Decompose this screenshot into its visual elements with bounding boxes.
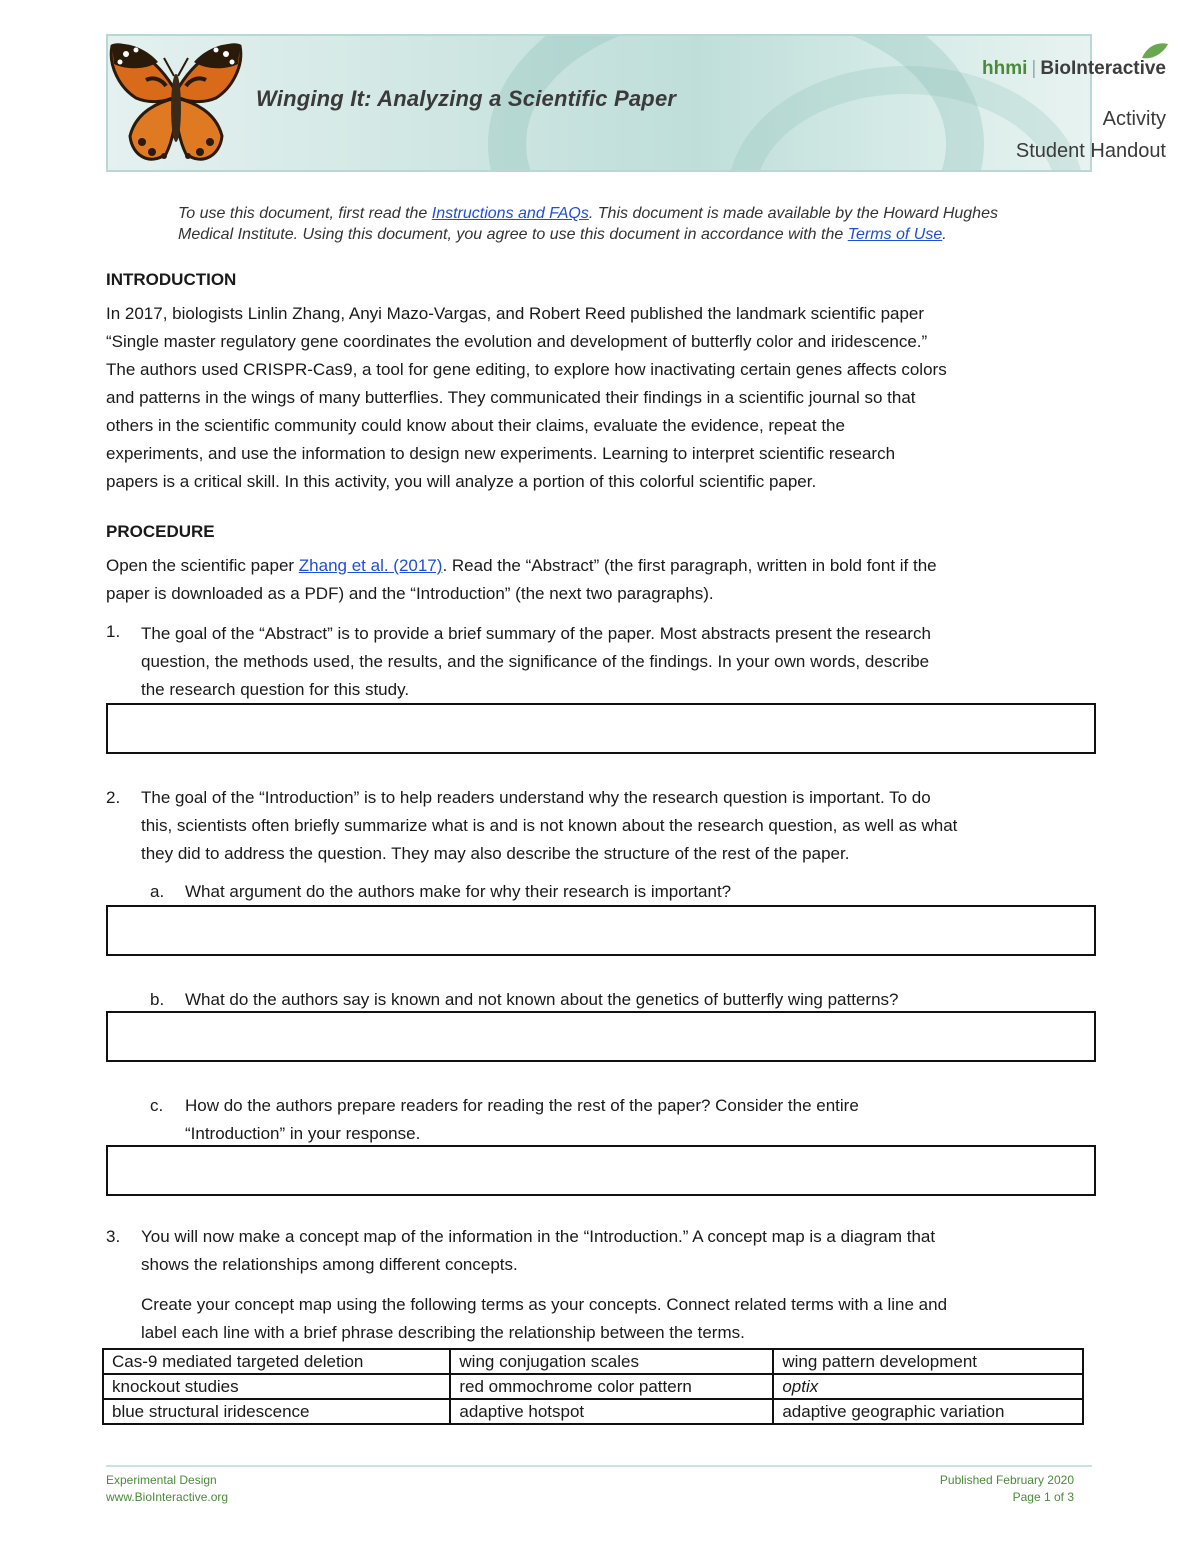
usage-notice-line1: To use this document, first read the Instructions and FAQs. This document is made available by the Howard Hughes [178, 205, 998, 222]
concept-terms-table [102, 1348, 1084, 1425]
table-cell: wing pattern development [773, 1349, 1083, 1374]
brand-hhmi: hhmi [982, 58, 1028, 79]
footer-published-date: Published February 2020 [939, 1473, 1074, 1487]
introduction-paragraph: In 2017, biologists Linlin Zhang, Anyi Mazo-Vargas, and Robert Reed published the landmark scientific paper “Single master regulatory gene coordinates the evolution and development of butterfly color and iridescence.” The authors used CRISPR-Cas9, a tool for gene editing, to explore how inactivating certain genes affects colors and patterns in the wings of many butterflies. They communicated their findings in a scientific journal so that others in the scientific community could know about their claims, evaluate the evidence, repeat the experiments, and use the information to design new experiments. Learning to interpret scientific research papers is a critical skill. In this activity, you will analyze a portion of this colorful scientific paper. [106, 304, 947, 491]
table-row [103, 1399, 1083, 1424]
introduction-heading: INTRODUCTION [106, 270, 237, 289]
question-1-number: 1. [106, 622, 121, 641]
question-2a-label: a. [150, 882, 165, 901]
answer-box-q2a[interactable] [106, 905, 1096, 956]
question-3-number: 3. [106, 1227, 121, 1246]
doc-type-label: Activity [1102, 108, 1166, 130]
footer-category: Experimental Design [106, 1473, 217, 1487]
answer-box-q1[interactable] [106, 703, 1096, 754]
terms-of-use-link[interactable]: Terms of Use [847, 226, 943, 243]
zhang-paper-link[interactable]: Zhang et al. (2017) [298, 556, 443, 575]
usage-notice-line2: Medical Institute. Using this document, you agree to use this document in accordance with the Terms of Use. [178, 226, 947, 243]
table-cell: blue structural iridescence [103, 1399, 450, 1424]
instructions-faqs-link[interactable]: Instructions and FAQs [431, 205, 589, 222]
question-2a-text: What argument do the authors make for why their research is important? [185, 882, 732, 901]
butterfly-image [106, 36, 246, 172]
audience-label: Student Handout [1015, 140, 1166, 162]
answer-box-q2c[interactable] [106, 1145, 1096, 1196]
table-cell: adaptive hotspot [450, 1399, 773, 1424]
table-cell: Cas-9 mediated targeted deletion [103, 1349, 450, 1374]
question-2-number: 2. [106, 788, 121, 807]
question-2c-text: How do the authors prepare readers for reading the rest of the paper? Consider the entire “Introduction” in your response. [185, 1096, 859, 1143]
document-title: Winging It: Analyzing a Scientific Paper [256, 86, 677, 111]
procedure-paragraph: Open the scientific paper Zhang et al. (2017). Read the “Abstract” (the first paragraph, written in bold font if the paper is downloaded as a PDF) and the “Introduction” (the next two paragraphs). [106, 556, 937, 603]
table-cell: red ommochrome color pattern [450, 1374, 773, 1399]
brand-separator: | [1031, 58, 1037, 79]
question-1-text: The goal of the “Abstract” is to provide a brief summary of the paper. Most abstracts present the research question, the methods used, the results, and the significance of the findings. In your own words, describe the research question for this study. [141, 624, 931, 699]
table-cell: adaptive geographic variation [773, 1399, 1083, 1424]
question-2b-label: b. [150, 990, 165, 1009]
procedure-heading: PROCEDURE [106, 522, 215, 541]
question-3-text: You will now make a concept map of the information in the “Introduction.” A concept map is a diagram that shows the relationships among different concepts. [141, 1227, 936, 1274]
question-3-instructions: Create your concept map using the following terms as your concepts. Connect related terms with a line and label each line with a brief phrase describing the relationship between the terms. [141, 1295, 948, 1342]
table-row [103, 1374, 1083, 1399]
footer-website-link[interactable]: www.BioInteractive.org [106, 1490, 229, 1504]
answer-box-q2b[interactable] [106, 1011, 1096, 1062]
footer-divider [106, 1465, 1092, 1467]
brand-biointeractive: BioInteractive [1040, 58, 1166, 79]
question-2-text: The goal of the “Introduction” is to help readers understand why the research question is important. To do this, scientists often briefly summarize what is and is not known about the research question, as well as what they did to address the question. They may also describe the structure of the rest of the paper. [141, 788, 958, 863]
brand-logo [982, 58, 1166, 80]
question-2c-label: c. [150, 1096, 164, 1115]
table-cell: knockout studies [103, 1374, 450, 1399]
footer-page-number: Page 1 of 3 [1012, 1490, 1074, 1504]
table-row [103, 1349, 1083, 1374]
question-2b-text: What do the authors say is known and not known about the genetics of butterfly wing patterns? [185, 990, 899, 1009]
table-cell: wing conjugation scales [450, 1349, 773, 1374]
table-cell: optix [773, 1374, 1083, 1399]
